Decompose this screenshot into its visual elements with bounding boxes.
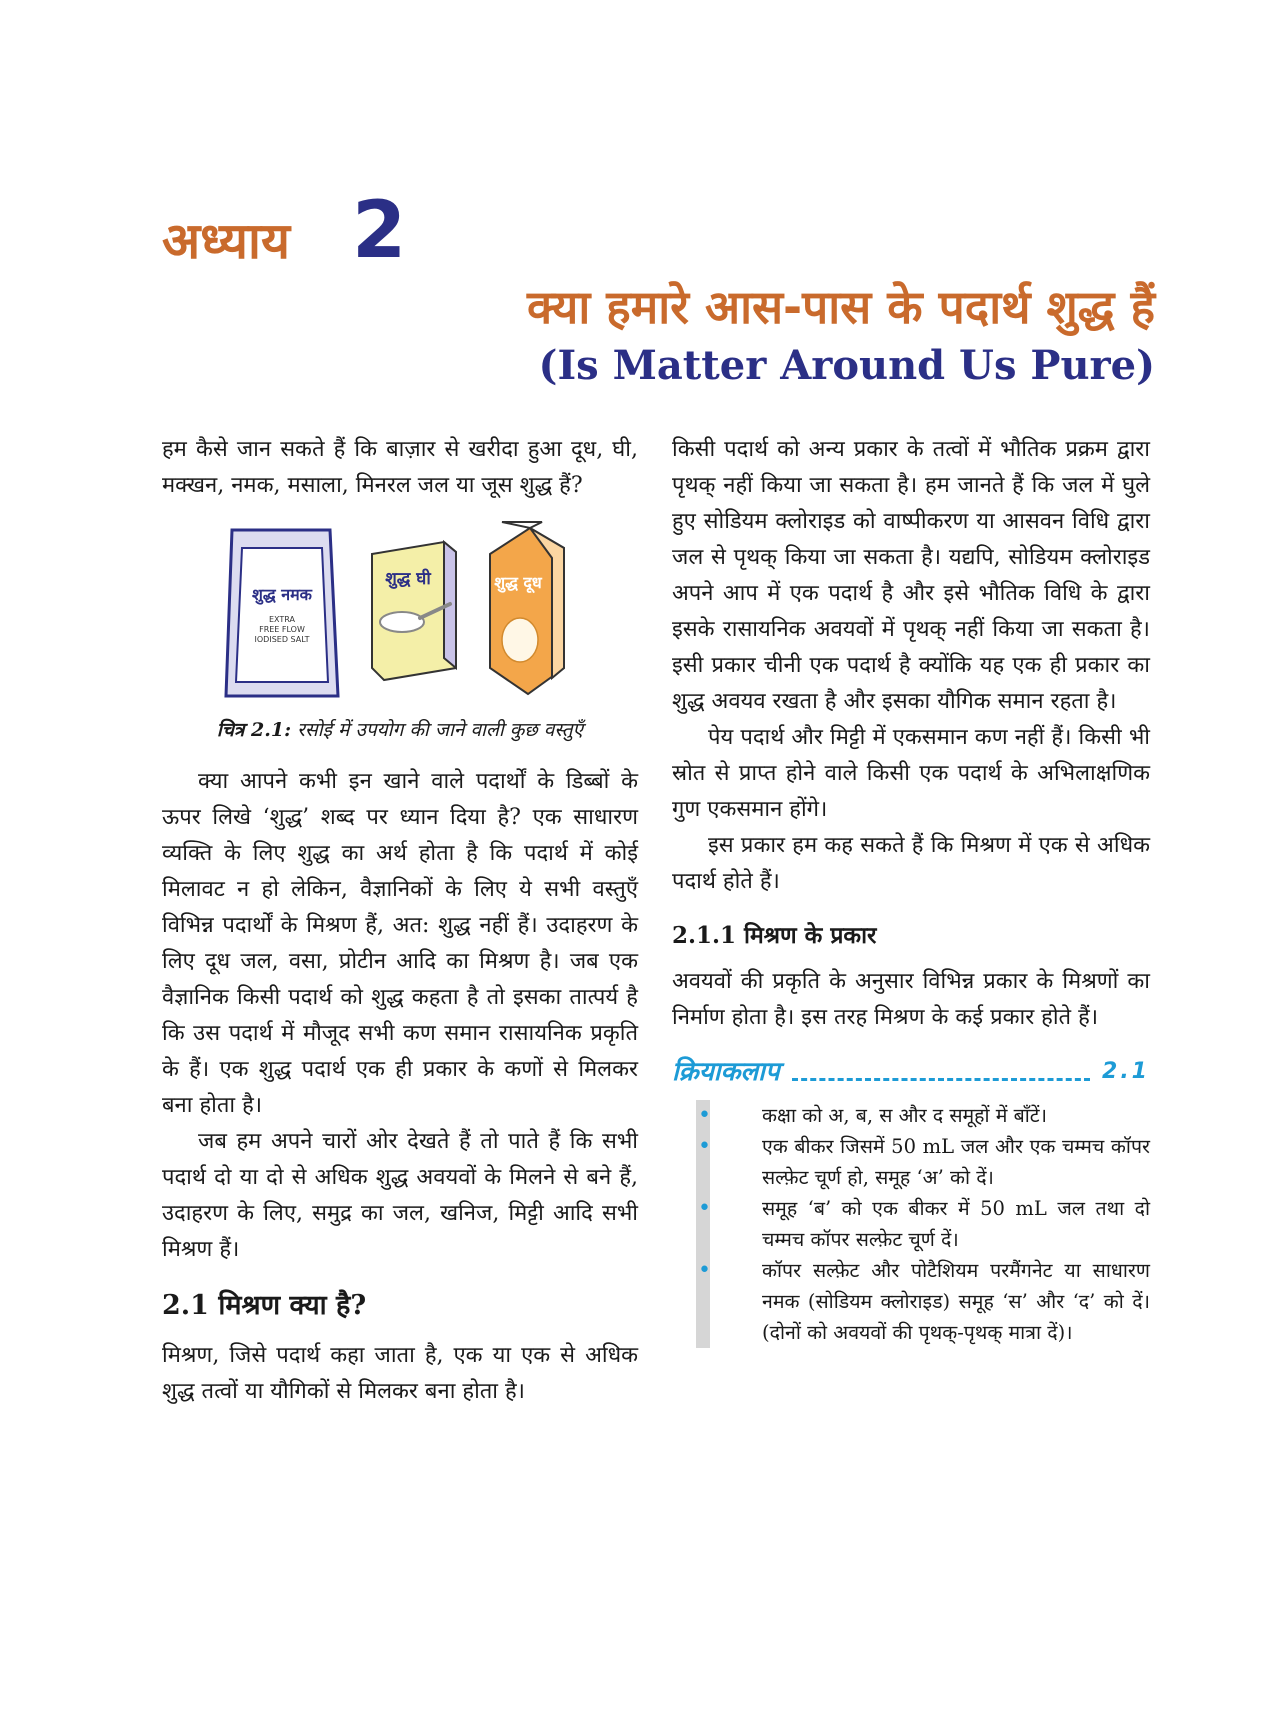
intro-paragraph: हम कैसे जान सकते हैं कि बाज़ार से खरीदा हुआ दूध, घी, मक्खन, नमक, मसाला, मिनरल जल या जूस शुद्ध हैं?	[162, 437, 638, 498]
kitchen-items-illustration	[212, 518, 592, 708]
paragraph-beverages: पेय पदार्थ और मिट्टी में एकसमान कण नहीं हैं। किसी भी स्रोत से प्राप्त होने वाले किसी एक पदार्थ के अभिलाक्षणिक गुण एकसमान होंगे।	[672, 725, 1150, 822]
figure-caption-label: चित्र 2.1:	[216, 719, 292, 741]
left-column	[162, 432, 638, 1410]
chapter-title-hindi: क्या हमारे आस-पास के पदार्थ शुद्ध हैं	[527, 280, 1155, 334]
ghee-box-illustration	[372, 542, 456, 680]
salt-packet-illustration	[226, 530, 338, 696]
chapter-label: अध्याय	[162, 212, 290, 270]
paragraph-types-of-mixtures: अवयवों की प्रकृति के अनुसार विभिन्न प्रकार के मिश्रणों का निर्माण होता है। इस तरह मिश्रण के कई प्रकार होते हैं।	[672, 969, 1150, 1030]
activity-box	[672, 1100, 1150, 1348]
milk-carton-illustration	[490, 522, 564, 694]
milk-carton-label: शुद्ध दूध	[494, 573, 542, 592]
salt-packet-sub-1: EXTRA	[269, 615, 295, 624]
section-heading-2-1: 2.1 मिश्रण क्या है?	[162, 1290, 367, 1321]
chapter-title-english: (Is Matter Around Us Pure)	[538, 342, 1155, 389]
ghee-box-label: शुद्ध घी	[385, 569, 431, 589]
activity-header	[672, 1054, 1150, 1090]
subsection-heading-2-1-1: 2.1.1 मिश्रण के प्रकार	[672, 922, 877, 949]
salt-packet-label: शुद्ध नमक	[252, 585, 312, 604]
paragraph-mixture-definition: मिश्रण, जिसे पदार्थ कहा जाता है, एक या एक से अधिक शुद्ध तत्वों या यौगिकों से मिलकर बना होता है।	[162, 1343, 638, 1404]
activity-number: 2.1	[1102, 1059, 1150, 1084]
figure-caption-text: रसोई में उपयोग की जाने वाली कुछ वस्तुएँ	[297, 719, 584, 741]
activity-title: क्रियाकलाप	[672, 1057, 780, 1087]
figure-kitchen-items	[162, 518, 638, 708]
figure-caption	[162, 712, 638, 748]
chapter-number: 2	[352, 186, 407, 276]
right-column	[672, 432, 1150, 1348]
activity-dashed-rule	[792, 1064, 1090, 1081]
activity-item: • कक्षा को अ, ब, स और द समूहों में बाँटें।	[722, 1100, 1150, 1131]
paragraph-conclusion: इस प्रकार हम कह सकते हैं कि मिश्रण में एक से अधिक पदार्थ होते हैं।	[672, 833, 1150, 894]
salt-packet-sub-3: IODISED SALT	[254, 635, 310, 644]
activity-list	[722, 1100, 1150, 1348]
activity-item: • एक बीकर जिसमें 50 mL जल और एक चम्मच कॉपर सल्फ़ेट चूर्ण हो, समूह ‘अ’ को दें।	[722, 1131, 1150, 1193]
paragraph-pure-meaning: क्या आपने कभी इन खाने वाले पदार्थों के डिब्बों के ऊपर लिखे ‘शुद्ध’ शब्द पर ध्यान दिया है? एक साधारण व्यक्ति के लिए शुद्ध का अर्थ होता है कि पदार्थ में कोई मिलावट न हो लेकिन, वैज्ञानिकों के लिए ये सभी वस्तुएँ विभिन्न पदार्थों के मिश्रण हैं, अत: शुद्ध नहीं हैं। उदाहरण के लिए दूध जल, वसा, प्रोटीन आदि का मिश्रण है। जब एक वैज्ञानिक किसी पदार्थ को शुद्ध कहता है तो इसका तात्पर्य है कि उस पदार्थ में मौजूद सभी कण समान रासायनिक प्रकृति के हैं। एक शुद्ध पदार्थ एक ही प्रकार के कणों से मिलकर बना होता है।	[162, 769, 638, 1118]
paragraph-sodium-chloride: किसी पदार्थ को अन्य प्रकार के तत्वों में भौतिक प्रक्रम द्वारा पृथक् नहीं किया जा सकता है। हम जानते हैं कि जल में घुले हुए सोडियम क्लोराइड को वाष्पीकरण या आसवन विधि द्वारा जल से पृथक् किया जा सकता है। यद्यपि, सोडियम क्लोराइड अपने आप में एक पदार्थ है और इसे भौतिक विधि के द्वारा इसके रासायनिक अवयवों में पृथक् नहीं किया जा सकता है। इसी प्रकार चीनी एक पदार्थ है क्योंकि यह एक ही प्रकार का शुद्ध अवयव रखता है और इसका यौगिक समान रहता है।	[672, 437, 1150, 714]
paragraph-mixtures-around: जब हम अपने चारों ओर देखते हैं तो पाते हैं कि सभी पदार्थ दो या दो से अधिक शुद्ध अवयवों के मिलने से बने हैं, उदाहरण के लिए, समुद्र का जल, खनिज, मिट्टी आदि सभी मिश्रण हैं।	[162, 1129, 638, 1262]
salt-packet-sub-2: FREE FLOW	[259, 625, 305, 634]
activity-item: • समूह ‘ब’ को एक बीकर में 50 mL जल तथा दो चम्मच कॉपर सल्फ़ेट चूर्ण दें।	[722, 1193, 1150, 1255]
activity-item: • कॉपर सल्फ़ेट और पोटैशियम परमैंगनेट या साधारण नमक (सोडियम क्लोराइड) समूह ‘स’ और ‘द’ को दें। (दोनों को अवयवों की पृथक्-पृथक् मात्रा दें)।	[722, 1255, 1150, 1348]
